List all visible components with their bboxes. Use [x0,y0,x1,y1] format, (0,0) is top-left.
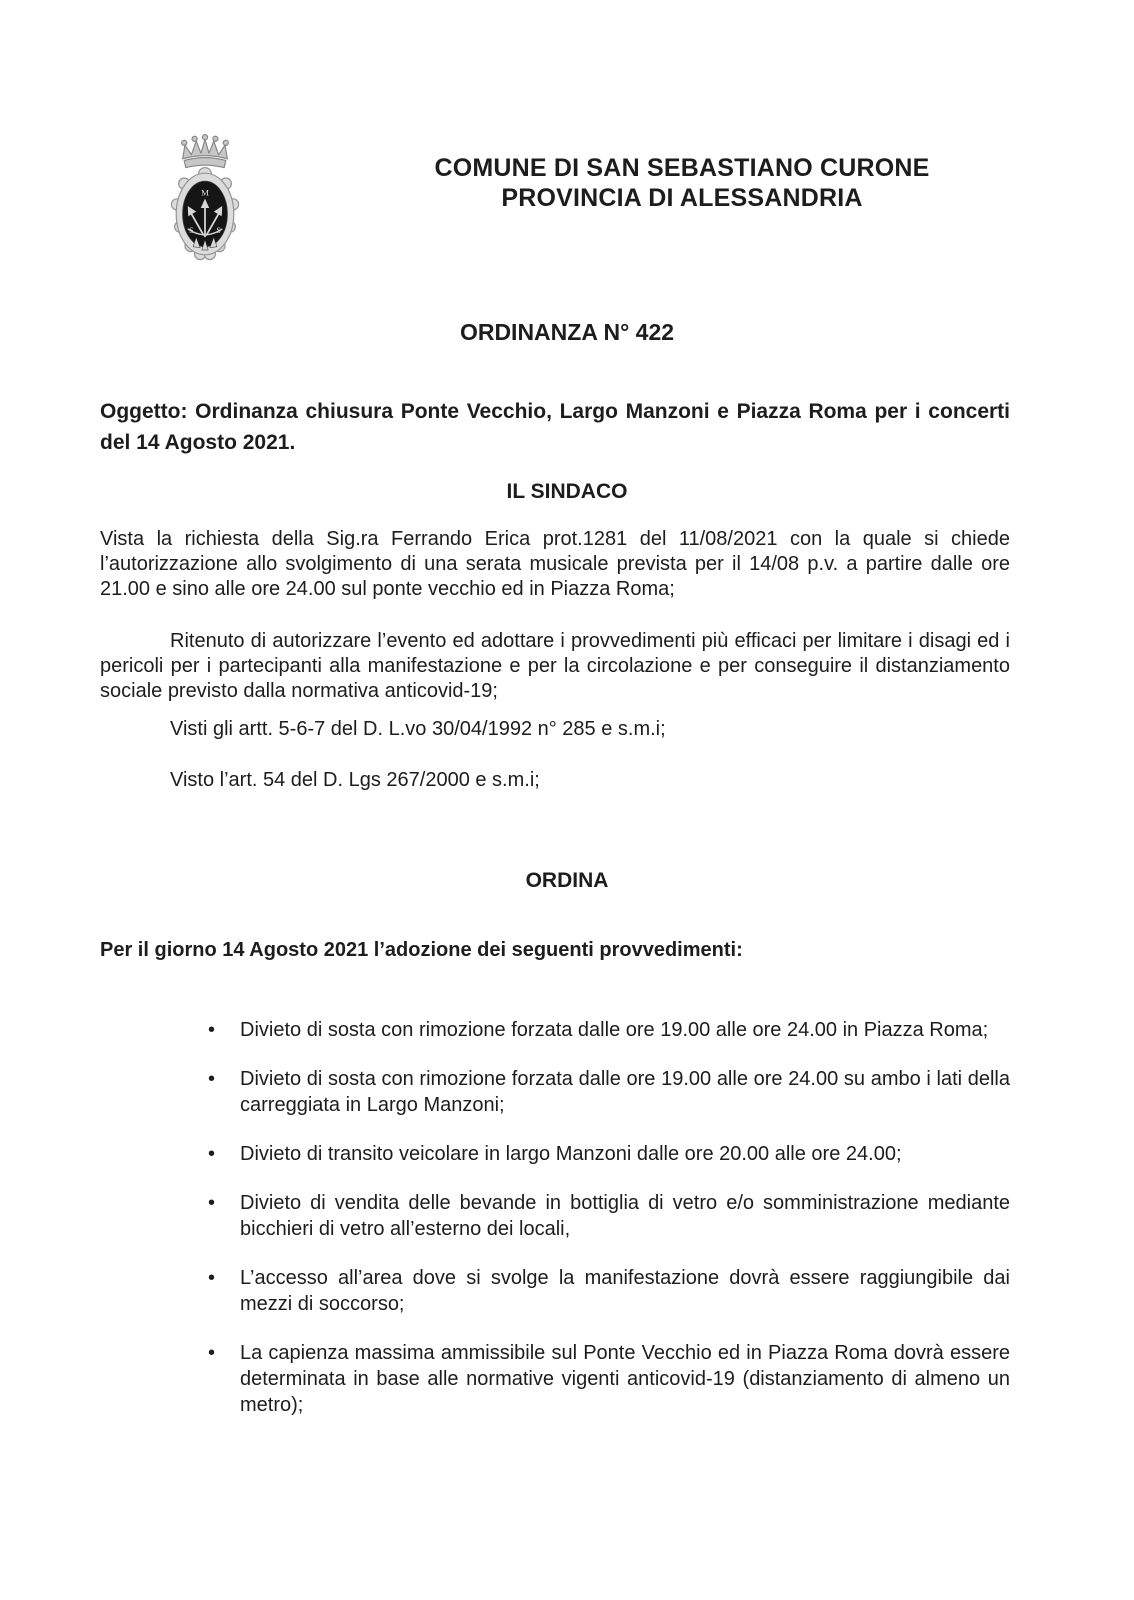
svg-text:M: M [201,187,209,198]
order-intro: Per il giorno 14 Agosto 2021 l’adozione dei seguenti provvedimenti: [100,939,743,961]
preamble-paragraph-visto: Visto l’art. 54 del D. Lgs 267/2000 e s.m.i; [170,769,540,791]
provision-item: • Divieto di sosta con rimozione forzata dalle ore 19.00 alle ore 24.00 in Piazza Roma; [240,1017,1010,1043]
municipality-name: COMUNE DI SAN SEBASTIANO CURONE [434,154,930,182]
preamble-paragraph-ritenuto: Ritenuto di autorizzare l’evento ed adottare i provvedimenti più efficaci per limitare i disagi ed i pericoli per i partecipanti alla manifestazione e per la circolazione e per conseguire il distanziamento sociale previsto dalla normativa anticovid-19; [100,630,1010,702]
provision-item: • Divieto di vendita delle bevande in bottiglia di vetro e/o somministrazione mediante bicchieri di vetro all’esterno dei locali, [240,1190,1010,1242]
order-heading: ORDINA [525,869,609,892]
svg-text:S: S [189,226,194,236]
ordinance-subject: Oggetto: Ordinanza chiusura Ponte Vecchio, Largo Manzoni e Piazza Roma per i concerti del 14 Agosto 2021. [100,400,1010,454]
municipal-coat-of-arms-icon [165,134,245,270]
provision-item: • L’accesso all’area dove si svolge la manifestazione dovrà essere raggiungibile dai mezzi di soccorso; [240,1265,1010,1317]
province-name: PROVINCIA DI ALESSANDRIA [501,184,863,212]
provisions-list [0,1017,1010,1418]
preamble-paragraph-vista: Vista la richiesta della Sig.ra Ferrando Erica prot.1281 del 11/08/2021 con la quale si chiede l’autorizzazione allo svolgimento di una serata musicale prevista per il 14/08 p.v. a partire dalle ore 21.00 e sino alle ore 24.00 sul ponte vecchio ed in Piazza Roma; [100,528,1010,600]
ordinance-number: ORDINANZA N° 422 [459,319,675,345]
document-header [230,0,1134,213]
issuer-heading: IL SINDACO [506,480,628,503]
preamble-paragraph-visti: Visti gli artt. 5-6-7 del D. L.vo 30/04/1992 n° 285 e s.m.i; [170,718,666,740]
provision-item: • Divieto di transito veicolare in largo Manzoni dalle ore 20.00 alle ore 24.00; [240,1141,1010,1167]
provision-item: • Divieto di sosta con rimozione forzata dalle ore 19.00 alle ore 24.00 su ambo i lati della carreggiata in Largo Manzoni; [240,1066,1010,1118]
provision-item: • La capienza massima ammissibile sul Ponte Vecchio ed in Piazza Roma dovrà essere determinata in base alle normative vigenti anticovid-19 (distanziamento di almeno un metro); [240,1340,1010,1418]
svg-text:S: S [216,226,221,236]
